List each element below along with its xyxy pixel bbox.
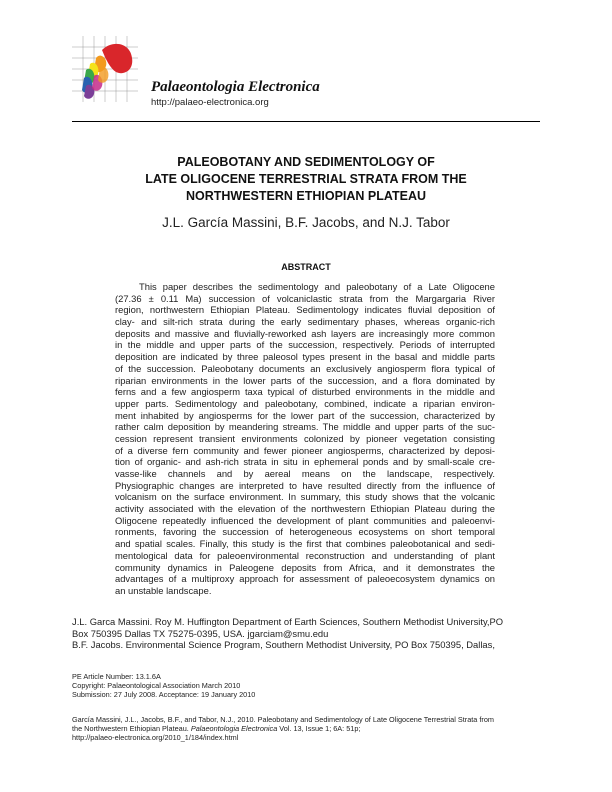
abstract-line: region, northwestern Ethiopian Plateau. Sedimentology indicates fluvial deposition of [115, 304, 495, 316]
affiliation-line: Box 750395 Dallas TX 75275-0395, USA. jgarciam@smu.edu [72, 627, 329, 639]
abstract-line: in the middle and upper parts of the succession, respectively. Periods of interrupted [115, 339, 495, 351]
abstract-line: clay- and silt-rich strata during the early sedimentary phases, whereas organic-rich [115, 316, 495, 328]
citation-url[interactable]: http://palaeo-electronica.org/2010_1/184/index.html [72, 733, 239, 742]
abstract-line: This paper describes the sedimentology and paleobotany of a Late Oligocene [139, 281, 495, 292]
abstract-line: Oligocene repeatedly influenced the development of plant communities and paleoenvi- [115, 514, 495, 526]
abstract-line: ferns and a few angiosperm taxa typical of disturbed environments in the middle and [115, 386, 495, 398]
article-metadata [72, 672, 542, 699]
abstract-line: activity associated with the elevation of the northwestern Ethiopian Plateau during the [115, 503, 495, 515]
journal-url[interactable]: http://palaeo-electronica.org [151, 97, 269, 108]
abstract-line: volcanism on the surface environment. In summary, this study shows that the volcanic [115, 491, 495, 503]
citation-text: Vol. 13, Issue 1; 6A: 51p; [277, 724, 361, 733]
title-line: NORTHWESTERN ETHIOPIAN PLATEAU [185, 189, 427, 203]
abstract-line: advantages of a multiproxy approach for assessment of paleoecosystem dynamics on [115, 573, 495, 585]
abstract-line: community dynamics in Paleogene deposits from Africa, and it demonstrates the [115, 561, 495, 573]
abstract-line: and spatial scales. Finally, this study is the first that combines paleobotanical and sedi- [115, 538, 495, 550]
journal-logo [72, 36, 138, 102]
abstract-line: (27.36 ± 0.11 Ma) succession of volcaniclastic strata from the Margargaria River [115, 292, 495, 304]
abstract-line: tion of organic- and ash-rich strata in situ in ephemeral ponds and by small-scale cre- [115, 456, 495, 468]
abstract-body [115, 281, 495, 597]
abstract-line: Physiographic changes are interpreted to have resulted directly from the influence of [115, 479, 495, 491]
journal-name: Palaeontologia Electronica [151, 79, 320, 95]
abstract-line: ment inhabited by angiosperms for the lower part of the succession, characterized by [115, 409, 495, 421]
abstract-line: ronments, favoring the succession of heterogeneous ecosystems on short temporal [115, 526, 495, 538]
author-affiliations [72, 616, 542, 651]
affiliation-line: J.L. Garca Massini. Roy M. Huffington Department of Earth Sciences, Southern Methodist University,PO [72, 616, 504, 627]
abstract-line: cession represent transient environments colonized by pioneer vegetation consisting [115, 432, 495, 444]
header-divider [72, 121, 540, 122]
title-line: LATE OLIGOCENE TERRESTRIAL STRATA FROM THE [145, 172, 467, 186]
submission-dates: Submission: 27 July 2008. Acceptance: 19 January 2010 [72, 690, 256, 699]
title-line: PALEOBOTANY AND SEDIMENTOLOGY OF [177, 155, 435, 169]
citation-line: García Massini, J.L., Jacobs, B.F., and Tabor, N.J., 2010. Paleobotany and Sedimentology of Late Oligocene Terrestrial Strata from [72, 715, 494, 724]
abstract-line: deposition are indicated by three paleosol types present in the basal and middle parts [115, 351, 495, 363]
citation-text: the Northwestern Ethiopian Plateau. [72, 724, 191, 733]
abstract-line: rather calm deposition by meandering streams. The middle and upper parts of the suc- [115, 421, 495, 433]
article-number: PE Article Number: 13.1.6A [72, 672, 161, 681]
abstract-line: vasse-like channels and by aereal means on the landscape, respectively. [115, 468, 495, 479]
abstract-line: riparian environments in the lower parts of the succession, and a flora dominated by [115, 374, 495, 386]
abstract-line: of a diverse fern community and fewer pioneer angiosperms, characterized by deposi- [115, 444, 495, 456]
copyright: Copyright: Palaeontological Association March 2010 [72, 681, 241, 690]
author-list: J.L. García Massini, B.F. Jacobs, and N.J. Tabor [162, 215, 450, 230]
citation-line [72, 724, 542, 733]
abstract-line: upper parts. Sedimentology and paleobotany, combined, indicate a riparian environ- [115, 397, 495, 409]
abstract-line: mentological data for paleoenvironmental reconstruction and understanding of plant [115, 549, 495, 561]
abstract-line: an unstable landscape. [115, 584, 212, 596]
citation-journal: Palaeontologia Electronica [190, 724, 278, 733]
article-title [90, 154, 522, 205]
abstract-line: deposits and massive and fluvially-reworked ash layers are increasingly more common [115, 327, 495, 339]
affiliation-line: B.F. Jacobs. Environmental Science Program, Southern Methodist University, PO Box 750395, Dallas, [72, 639, 495, 651]
abstract-line: of the succession. Paleobotany documents an exclusively angiosperm flora typical of [115, 362, 495, 374]
citation [72, 715, 542, 742]
abstract-heading: ABSTRACT [281, 262, 331, 272]
